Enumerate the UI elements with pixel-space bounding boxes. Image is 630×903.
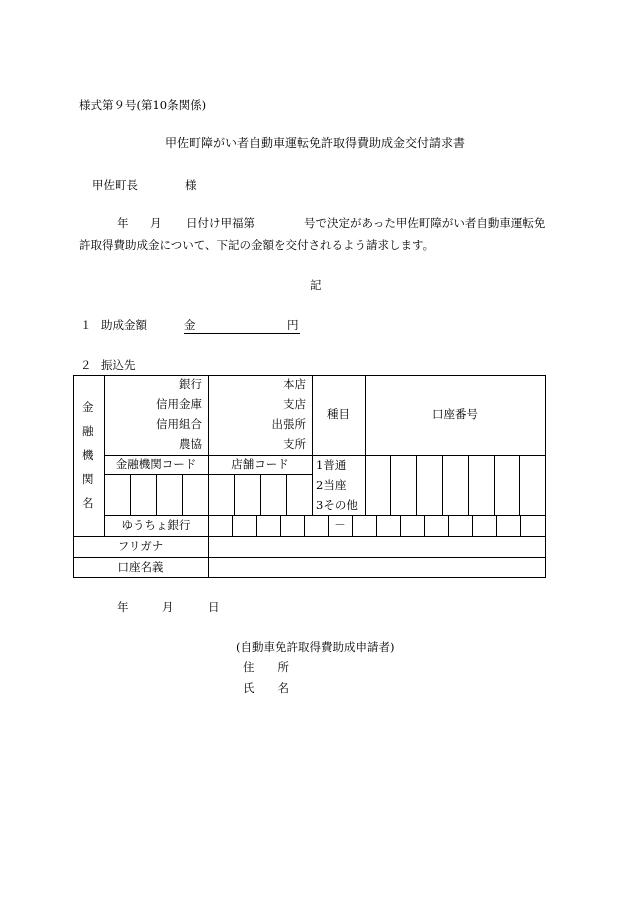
account-type: 3その他 xyxy=(316,498,358,512)
section2-number: ２ xyxy=(80,358,92,372)
amount-suffix: 円 xyxy=(287,318,299,332)
bank-type: 信用組合 xyxy=(156,417,202,431)
applicant-address-label: 住 所 xyxy=(243,660,289,674)
body-year: 年 xyxy=(117,216,129,230)
section1-number: １ xyxy=(80,318,92,332)
date-day: 日 xyxy=(208,600,220,614)
yucho-label: ゆうちょ銀行 xyxy=(121,518,191,532)
branch-type: 支所 xyxy=(283,437,306,451)
amount-underline xyxy=(184,333,300,334)
shumoku-header: 種目 xyxy=(327,407,350,421)
branch-code-label: 店舗コード xyxy=(231,457,289,471)
body-day-prefix: 日付け甲福第 xyxy=(186,216,255,230)
applicant-name-label: 氏 名 xyxy=(243,681,289,695)
body-line2: 許取得費助成金について、下記の金額を交付されるよう請求します。 xyxy=(79,238,435,252)
kinyu-char: 金 xyxy=(82,400,94,414)
section2-label: 振込先 xyxy=(101,358,136,372)
account-number-header: 口座番号 xyxy=(432,407,478,421)
branch-type: 出張所 xyxy=(271,417,306,431)
date-month: 月 xyxy=(162,600,174,614)
kinyu-char: 機 xyxy=(82,448,94,462)
bank-code-label: 金融機関コード xyxy=(115,457,197,471)
account-holder-label: 口座名義 xyxy=(117,560,164,574)
account-type: 2当座 xyxy=(316,478,347,492)
kinyu-char: 融 xyxy=(82,424,94,438)
section1-label: 助成金額 xyxy=(101,318,147,332)
body-line1-rest: 号で決定があった甲佐町障がい者自動車運転免 xyxy=(304,216,546,230)
branch-type: 支店 xyxy=(283,397,306,411)
furigana-label: フリガナ xyxy=(117,539,164,553)
kinyu-char: 名 xyxy=(82,496,94,510)
form-number: 様式第９号(第10条関係) xyxy=(79,98,207,112)
applicant-heading: (自動車免許取得費助成申請者) xyxy=(236,640,395,654)
ki-heading: 記 xyxy=(310,278,322,292)
body-month: 月 xyxy=(150,216,162,230)
amount-prefix: 金 xyxy=(184,318,196,332)
document-title: 甲佐町障がい者自動車運転免許取得費助成金交付請求書 xyxy=(164,136,465,150)
bank-type: 信用金庫 xyxy=(156,397,202,411)
kinyu-char: 関 xyxy=(82,472,94,486)
yucho-dash: － xyxy=(334,518,346,532)
bank-type: 銀行 xyxy=(179,377,202,391)
account-type: 1普通 xyxy=(316,458,347,472)
addressee-suffix: 様 xyxy=(185,178,197,192)
addressee-name: 甲佐町長 xyxy=(92,178,138,192)
date-year: 年 xyxy=(117,600,129,614)
branch-type: 本店 xyxy=(283,377,306,391)
bank-type: 農協 xyxy=(179,437,202,451)
